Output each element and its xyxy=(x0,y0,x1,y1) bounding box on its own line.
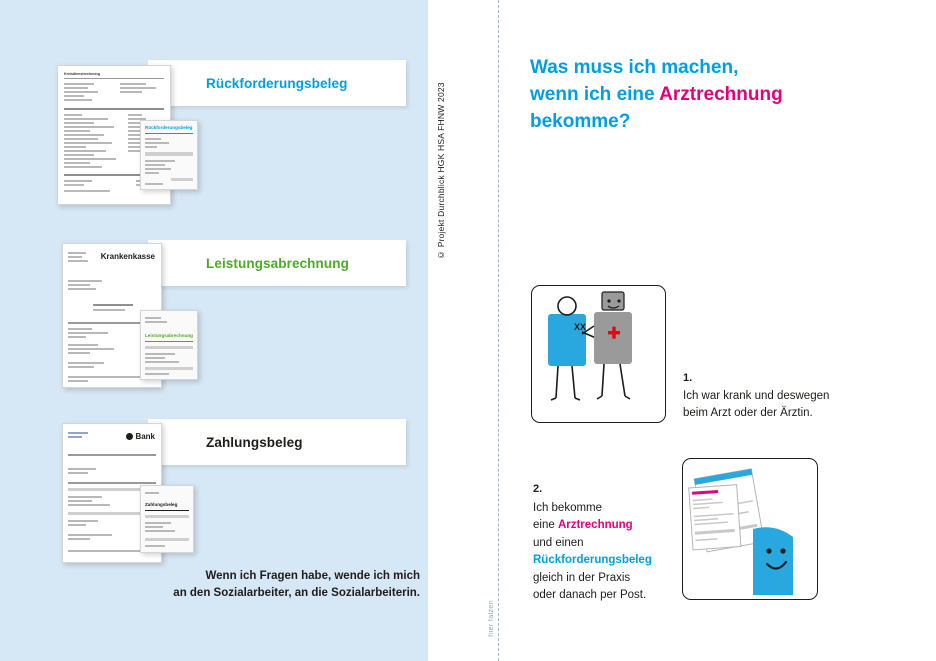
step2-line2a: eine xyxy=(533,519,558,532)
step-text-2 xyxy=(533,500,693,605)
section-label-rueckforderungsbeleg: Rückforderungsbeleg xyxy=(148,60,406,106)
step-number-2: 2. xyxy=(533,483,543,495)
step2-line6: oder danach per Post. xyxy=(533,589,647,602)
section-label-zahlungsbeleg: Zahlungsbeleg xyxy=(148,419,406,465)
illustration-receiving-bill xyxy=(682,458,818,600)
step-text-1 xyxy=(683,388,913,423)
step1-line1: Ich war krank und deswegen xyxy=(683,390,830,402)
mini-sheet-title: Zahlungsbeleg xyxy=(145,502,178,507)
document-sheet-leistungsabrechnung xyxy=(140,310,198,380)
footer-note-line2: an den Sozialarbeiter, an die Sozialarbeiterin. xyxy=(173,587,420,600)
svg-text:XX: XX xyxy=(574,322,587,332)
right-panel xyxy=(500,0,936,661)
step2-line3: und einen xyxy=(533,536,584,549)
copyright-notice: © Projekt Durchblick HGK HSA FHNW 2023 xyxy=(436,82,446,260)
step-number-1: 1. xyxy=(683,372,693,384)
section-label-leistungsabrechnung: Leistungsabrechnung xyxy=(148,240,406,286)
headline-keyword-arztrechnung: Arztrechnung xyxy=(659,83,783,105)
page-title xyxy=(530,55,910,136)
sheet-title-krankenkasse: Krankenkasse xyxy=(100,252,155,261)
mini-sheet-title: Leistungsabrechnung xyxy=(145,333,193,338)
step2-line1: Ich bekomme xyxy=(533,502,603,514)
step2-keyword-arztrechnung: Arztrechnung xyxy=(557,519,633,532)
headline-line2a: wenn ich eine xyxy=(530,83,660,105)
illustration-receiving-bill-svg xyxy=(683,459,817,599)
step1-line2: beim Arzt oder der Ärztin. xyxy=(683,407,813,420)
headline-line3: bekomme? xyxy=(530,110,631,132)
document-sheet-arztrechnung: Kreisdienstrechnung xyxy=(57,65,171,205)
illustration-doctor-visit xyxy=(531,285,666,423)
document-sheet-rueckforderungsbeleg xyxy=(140,120,198,190)
fold-line xyxy=(498,0,499,661)
step2-keyword-rueckforderungsbeleg: Rückforderungsbeleg xyxy=(533,554,652,567)
step2-line5: gleich in der Praxis xyxy=(533,571,631,584)
mini-sheet-title: Rückforderungsbeleg xyxy=(145,125,193,130)
illustration-doctor-visit-svg xyxy=(532,286,665,422)
document-sheet-zahlungsbeleg xyxy=(140,485,194,553)
sheet-title-bank: Bank xyxy=(126,432,155,441)
headline-line1: Was muss ich machen, xyxy=(530,57,739,78)
footer-note xyxy=(130,568,420,603)
fold-instruction-label: hier falzen xyxy=(488,600,495,637)
footer-note-line1: Wenn ich Fragen habe, wende ich mich xyxy=(205,570,420,582)
